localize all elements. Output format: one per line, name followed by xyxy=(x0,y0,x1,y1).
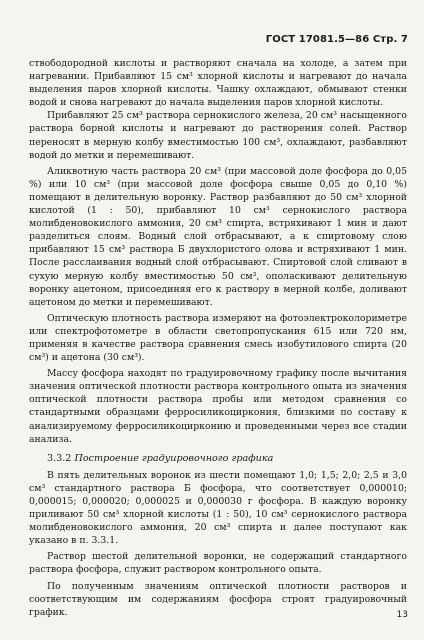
paragraph: Аликвотную часть раствора 20 см³ (при массовой доле фосфора до 0,05 %) или 10 см³ (при массовой доле фосфора свыше 0,05 до 0,10 %) помещают в делительную воронку. Раствор разбавляют до 50 см³ хлорной кислотой (1 : 50), прибавляют 10 см³ сернокислого раствора молибденовокислого аммония, 20 см³ спирта, встряхивают 1 мин и дают разделиться слоям. Водный слой отбрасывают, а к спиртовому слою прибавляют 15 см³ раствора Б двухлористого олова и встряхивают 1 мин. После расслаивания водный слой отбрасывают. Спиртовой слой сливают в сухую мерную колбу вместимостью 50 см³, ополаскивают делительную воронку ацетоном, присоединяя его к раствору в мерной колбе, доливают ацетоном до метки и перемешивают. xyxy=(29,165,407,308)
paragraph: В пять делительных воронок из шести помещают 1,0; 1,5; 2,0; 2,5 и 3,0 см³ стандартного раствора Б фосфора, что соответствует 0,000010; 0,000015; 0,000020; 0,000025 и 0,000030 г фосфора. В каждую воронку приливают 50 см³ хлорной кислоты (1 : 50), 10 см³ сернокислого раствора молибденовокислого аммония, 20 см³ спирта и далее поступают как указано в п. 3.3.1. xyxy=(29,469,407,547)
running-header: ГОСТ 17081.5—86 Стр. 7 xyxy=(265,34,408,45)
document-body xyxy=(29,57,407,619)
section-title: Построение градуировочного графика xyxy=(74,452,274,464)
page-number: 13 xyxy=(396,610,408,620)
paragraph: Раствор шестой делительной воронки, не содержащий стандартного раствора фосфора, служит раствором контрольного опыта. xyxy=(29,551,407,576)
paragraph: По полученным значениям оптической плотности растворов и соответствующим им содержаниям фосфора строят градуировочный график. xyxy=(29,580,407,618)
section-heading xyxy=(29,452,407,465)
paragraph-continued: ствободородной кислоты и растворяют сначала на холоде, а затем при нагревании. Прибавляют 15 см³ хлорной кислоты и нагревают до начала выделения паров хлорной кислоты. Чашку охлаждают, обмывают стенки водой и снова нагревают до начала выделения паров хлорной кислоты. xyxy=(29,58,407,109)
section-number: 3.3.2 xyxy=(47,452,72,464)
paragraph: Прибавляют 25 см³ раствора сернокислого железа, 20 см³ насыщенного раствора борной кислоты и нагревают до растворения солей. Раствор переносят в мерную колбу вместимостью 100 см³, охлаждают, разбавляют водой до метки и перемешивают. xyxy=(29,110,407,161)
paragraph: Массу фосфора находят по градуировочному графику после вычитания значения оптической плотности раствора контрольного опыта из значения оптической плотности раствора пробы или методом сравнения со стандартными образцами ферросиликоциркония, близкими по составу к анализируемому ферросиликоцирконию и проведенными через все стадии анализа. xyxy=(29,368,407,445)
paragraph: Оптическую плотность раствора измеряют на фотоэлектроколориметре или спектрофотометре в области светопропускания 615 или 720 нм, применяя в качестве раствора сравнения смесь изобутилового спирта (20 см³) и ацетона (30 см³). xyxy=(29,312,407,364)
